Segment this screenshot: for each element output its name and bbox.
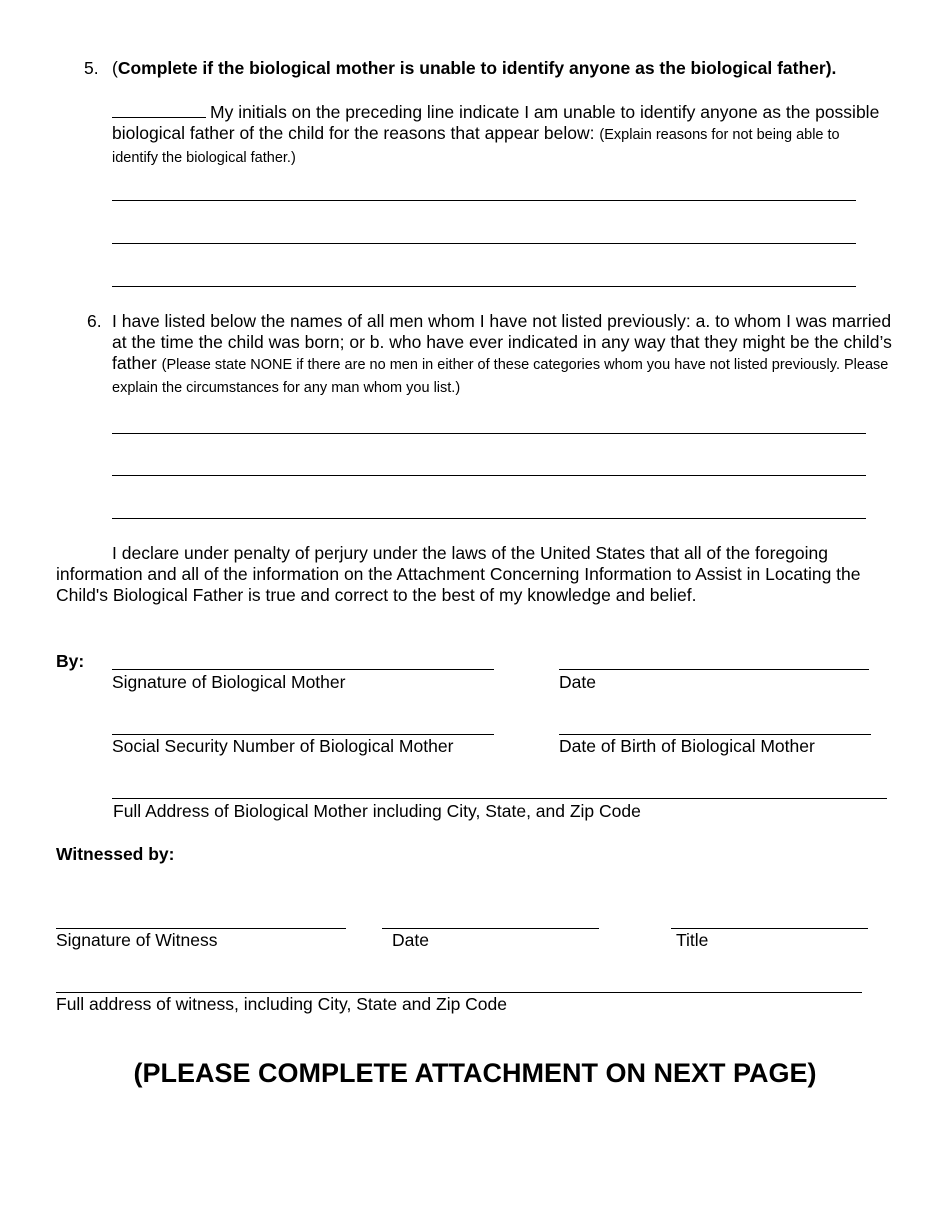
declaration-paragraph: I declare under penalty of perjury under the laws of the United States that all of the foregoing information and all of the information on the Attachment Concerning Information to Assist in Locating the Child's Biological Father is true and correct to the best of my knowledge and belief. xyxy=(56,543,861,605)
item5-number: 5. xyxy=(84,58,99,78)
mother-date-line[interactable] xyxy=(559,669,869,670)
item5-heading-open: ( xyxy=(112,58,118,78)
witness-address-label: Full address of witness, including City, State and Zip Code xyxy=(56,994,508,1014)
item5-initials-blank[interactable] xyxy=(112,100,206,118)
mother-address-line[interactable] xyxy=(112,798,887,799)
item6-name-line-1[interactable] xyxy=(112,433,866,434)
mother-date-label: Date xyxy=(559,672,596,692)
witness-title-line[interactable] xyxy=(671,928,868,929)
witness-date-line[interactable] xyxy=(382,928,599,929)
item5-body xyxy=(112,100,882,169)
witness-address-line[interactable] xyxy=(56,992,862,993)
item5-reason-line-3[interactable] xyxy=(112,286,856,287)
mother-address-label: Full Address of Biological Mother including City, State, and Zip Code xyxy=(113,801,641,821)
item5-reason-line-1[interactable] xyxy=(112,200,856,201)
witness-signature-line[interactable] xyxy=(56,928,346,929)
mother-signature-label: Signature of Biological Mother xyxy=(112,672,346,692)
item6-statement: I have listed below the names of all men whom I have not listed previously: a. to whom I was married at the time the child was born; or b. who have ever indicated in any way that they might be the child’s father xyxy=(112,311,892,373)
item5-heading-bold: Complete if the biological mother is unable to identify anyone as the biological father). xyxy=(117,58,837,78)
mother-dob-label: Date of Birth of Biological Mother xyxy=(559,736,815,756)
by-label: By: xyxy=(56,651,85,671)
item6-name-line-2[interactable] xyxy=(112,475,866,476)
item6-number: 6. xyxy=(87,311,102,331)
item5-statement: My initials on the preceding line indicate I am unable to identify anyone as the possible biological father of the child for the reasons that appear below: xyxy=(112,102,880,143)
item5-reason-line-2[interactable] xyxy=(112,243,856,244)
item6-body xyxy=(112,311,892,399)
witness-signature-label: Signature of Witness xyxy=(56,930,218,950)
item6-note: (Please state NONE if there are no men in either of these categories whom you have not listed previously. Please explain the circumstances for any man whom you list.) xyxy=(112,357,889,396)
item5-heading xyxy=(112,58,836,79)
witness-title-label: Title xyxy=(676,930,709,950)
mother-ssn-line[interactable] xyxy=(112,734,494,735)
witness-date-label: Date xyxy=(392,930,429,950)
mother-dob-line[interactable] xyxy=(559,734,871,735)
footer-note: (PLEASE COMPLETE ATTACHMENT ON NEXT PAGE) xyxy=(133,1058,817,1088)
item5-note: (Explain reasons for not being able to identify the biological father.) xyxy=(112,127,840,166)
item6-name-line-3[interactable] xyxy=(112,518,866,519)
mother-signature-line[interactable] xyxy=(112,669,494,670)
witness-heading: Witnessed by: xyxy=(56,844,175,864)
mother-ssn-label: Social Security Number of Biological Mother xyxy=(112,736,454,756)
